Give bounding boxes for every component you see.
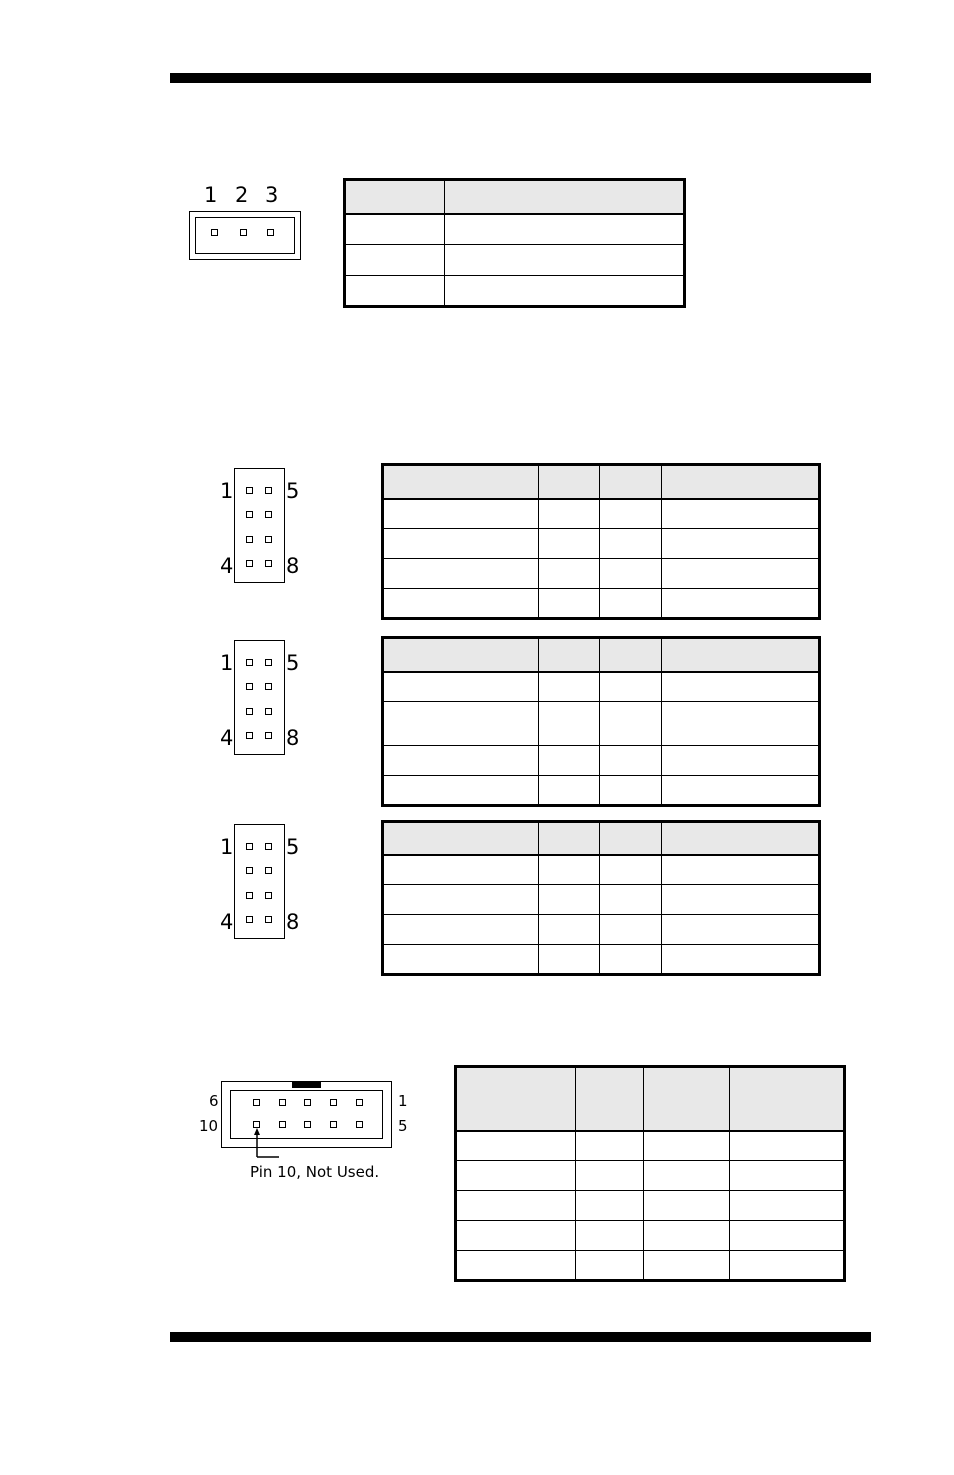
leader-arrow-icon xyxy=(250,1128,280,1164)
pin-table-3 xyxy=(381,636,821,807)
pin xyxy=(265,560,272,567)
pin-label: 4 xyxy=(220,910,234,934)
pin xyxy=(265,843,272,850)
pin-label: 5 xyxy=(286,479,300,503)
pin-label: 1 xyxy=(398,1092,408,1110)
pin xyxy=(246,916,253,923)
pin xyxy=(279,1099,286,1106)
pin xyxy=(265,708,272,715)
pin xyxy=(330,1099,337,1106)
footer-rule xyxy=(170,1332,871,1342)
pin-label: 8 xyxy=(286,726,300,750)
pin xyxy=(265,892,272,899)
pin xyxy=(304,1121,311,1128)
pin-label: 10 xyxy=(199,1117,219,1135)
pin xyxy=(265,487,272,494)
pin xyxy=(246,867,253,874)
pin xyxy=(246,843,253,850)
connector-housing xyxy=(234,468,285,583)
pin xyxy=(265,659,272,666)
pin-table-2 xyxy=(381,463,821,620)
pin xyxy=(211,229,218,236)
pin xyxy=(246,560,253,567)
pin-table-5 xyxy=(454,1065,846,1282)
pin xyxy=(356,1121,363,1128)
pin xyxy=(265,732,272,739)
pin xyxy=(265,683,272,690)
pin xyxy=(246,892,253,899)
pin xyxy=(253,1121,260,1128)
pin-10-note: Pin 10, Not Used. xyxy=(250,1163,380,1181)
pin-label-2: 2 xyxy=(235,183,249,207)
pin-label: 1 xyxy=(220,835,234,859)
pin xyxy=(246,487,253,494)
pin-table-1 xyxy=(343,178,686,308)
pin xyxy=(246,536,253,543)
pin-label: 5 xyxy=(286,835,300,859)
pin-label: 4 xyxy=(220,726,234,750)
pin xyxy=(304,1099,311,1106)
pin xyxy=(265,916,272,923)
connector-key-notch xyxy=(292,1081,321,1088)
pin-label: 6 xyxy=(209,1092,219,1110)
pin xyxy=(267,229,274,236)
pin xyxy=(265,536,272,543)
pin xyxy=(246,708,253,715)
pin-label: 8 xyxy=(286,554,300,578)
pin xyxy=(330,1121,337,1128)
pin-label: 5 xyxy=(286,651,300,675)
pin xyxy=(246,732,253,739)
pin-label: 1 xyxy=(220,479,234,503)
pin xyxy=(253,1099,260,1106)
pin xyxy=(240,229,247,236)
pin xyxy=(356,1099,363,1106)
pin-label-3: 3 xyxy=(265,183,279,207)
pin-label: 4 xyxy=(220,554,234,578)
pin xyxy=(265,511,272,518)
connector-housing xyxy=(234,640,285,755)
pin xyxy=(246,511,253,518)
pin-table-4 xyxy=(381,820,821,976)
pin-label: 5 xyxy=(398,1117,408,1135)
pin xyxy=(246,659,253,666)
pin-label: 8 xyxy=(286,910,300,934)
pin xyxy=(279,1121,286,1128)
connector-housing xyxy=(234,824,285,939)
pin xyxy=(246,683,253,690)
pin-label-1: 1 xyxy=(204,183,218,207)
pin xyxy=(265,867,272,874)
header-rule xyxy=(170,73,871,83)
pin-label: 1 xyxy=(220,651,234,675)
